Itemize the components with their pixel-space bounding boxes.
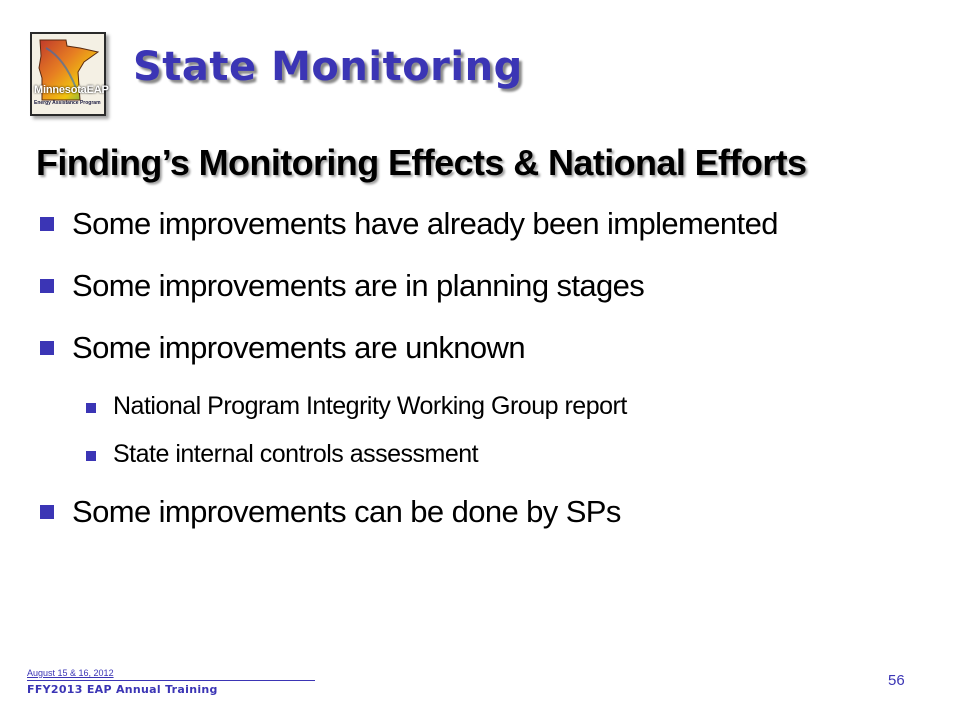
logo-wordmark: MinnesotaEAP bbox=[34, 84, 109, 96]
page-number: 56 bbox=[888, 672, 905, 689]
bullet-text: Some improvements are unknown bbox=[72, 330, 525, 365]
square-bullet-icon bbox=[40, 217, 54, 231]
square-bullet-icon bbox=[40, 341, 54, 355]
bullet-text: Some improvements are in planning stages bbox=[72, 268, 645, 303]
square-bullet-icon bbox=[40, 505, 54, 519]
minnesota-eap-logo bbox=[30, 32, 109, 116]
bullet-text: Some improvements can be done by SPs bbox=[72, 494, 621, 529]
sub-bullet-text: National Program Integrity Working Group report bbox=[113, 392, 627, 420]
footer-date: August 15 & 16, 2012 bbox=[27, 668, 114, 678]
slide-subtitle: Finding’s Monitoring Effects & National Efforts bbox=[36, 142, 807, 183]
bullet-text: Some improvements have already been implemented bbox=[72, 206, 778, 241]
square-sub-bullet-icon bbox=[86, 451, 96, 461]
square-bullet-icon bbox=[40, 279, 54, 293]
footer-event-name: FFY2013 EAP Annual Training bbox=[27, 683, 218, 696]
slide-title: State Monitoring bbox=[133, 44, 523, 90]
square-sub-bullet-icon bbox=[86, 403, 96, 413]
logo-tagline: Energy Assistance Program bbox=[34, 100, 101, 106]
sub-bullet-text: State internal controls assessment bbox=[113, 440, 479, 468]
footer-divider bbox=[27, 680, 315, 681]
